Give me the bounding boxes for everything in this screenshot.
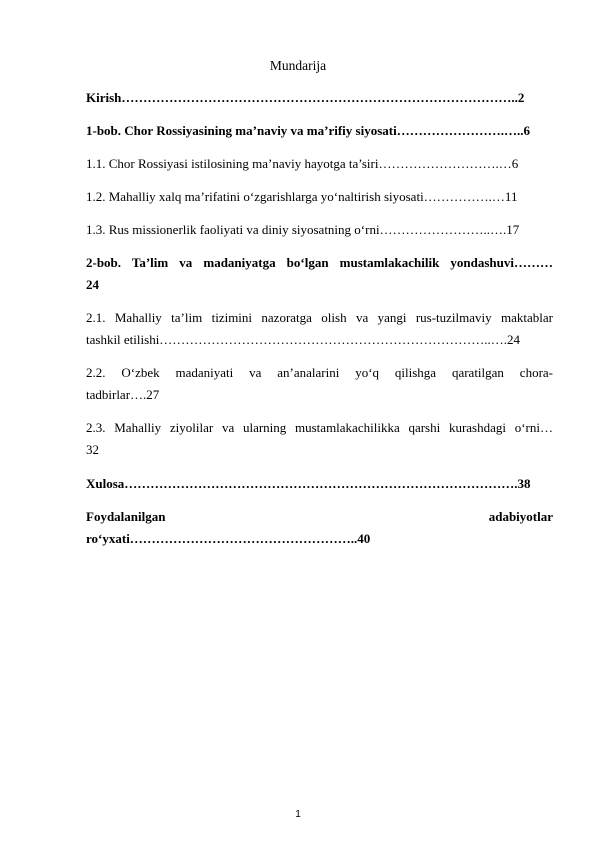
toc-entry-text-line2: ro‘yxati……………………………………………..40 <box>86 531 371 546</box>
toc-entry-text: 1.2. Mahalliy xalq ma’rifatini o‘zgarishlarga yo‘naltirish siyosati…………….…11 <box>86 189 518 204</box>
toc-entry-text-line1: 2.2. O‘zbek madaniyati va an’analarini yo‘q qilishga qaratilgan chora- <box>86 365 553 380</box>
toc-entry-chapter-2 <box>86 252 553 296</box>
toc-entry-section-1-2 <box>86 186 553 208</box>
toc-entry-section-1-3 <box>86 219 553 241</box>
toc-entry-page: 32 <box>86 442 99 457</box>
toc-entry-text: Kirish………………………………………………………………………………..2 <box>86 90 525 105</box>
toc-entry-chapter-1 <box>86 120 553 142</box>
toc-entry-page: 24 <box>86 277 99 292</box>
page-title: Mundarija <box>269 58 327 73</box>
page-number: 1 <box>295 809 301 820</box>
toc-entry-text-line1: 2.3. Mahalliy ziyolilar va ularning mustamlakachilikka qarshi kurashdagi o‘rni… <box>86 420 553 435</box>
toc-entry-introduction <box>86 87 553 109</box>
toc-entry-text-line1: 2-bob. Ta’lim va madaniyatga bo‘lgan mustamlakachilik yondashuvi……… <box>86 255 553 270</box>
toc-entry-references <box>86 506 553 550</box>
toc-entry-text-line1: 2.1. Mahalliy ta’lim tizimini nazoratga olish va yangi rus-tuzilmaviy maktablar <box>86 310 553 325</box>
toc-entry-section-2-2 <box>86 362 553 406</box>
toc-entry-section-1-1 <box>86 153 553 175</box>
toc-entry-text: 1.3. Rus missionerlik faoliyati va diniy siyosatning o‘rni……………………..….17 <box>86 222 520 237</box>
toc-entry-text: 1-bob. Chor Rossiyasining ma’naviy va ma’rifiy siyosati…………………….…..6 <box>86 123 530 138</box>
toc-entry-text: Xulosa……………………………………………………………………………….38 <box>86 476 531 491</box>
toc-entry-text-line2: tadbirlar….27 <box>86 387 160 402</box>
toc-entry-text-line1: Foydalanilgan adabiyotlar <box>86 509 553 524</box>
toc-entry-conclusion <box>86 473 553 495</box>
toc-entry-section-2-3 <box>86 417 553 461</box>
toc-entry-section-2-1 <box>86 307 553 351</box>
toc-entry-text: 1.1. Chor Rossiyasi istilosining ma’naviy hayotga ta’siri……………………….…6 <box>86 156 519 171</box>
toc-entry-text-line2: tashkil etilishi…………………………………………………………………..….24 <box>86 332 521 347</box>
